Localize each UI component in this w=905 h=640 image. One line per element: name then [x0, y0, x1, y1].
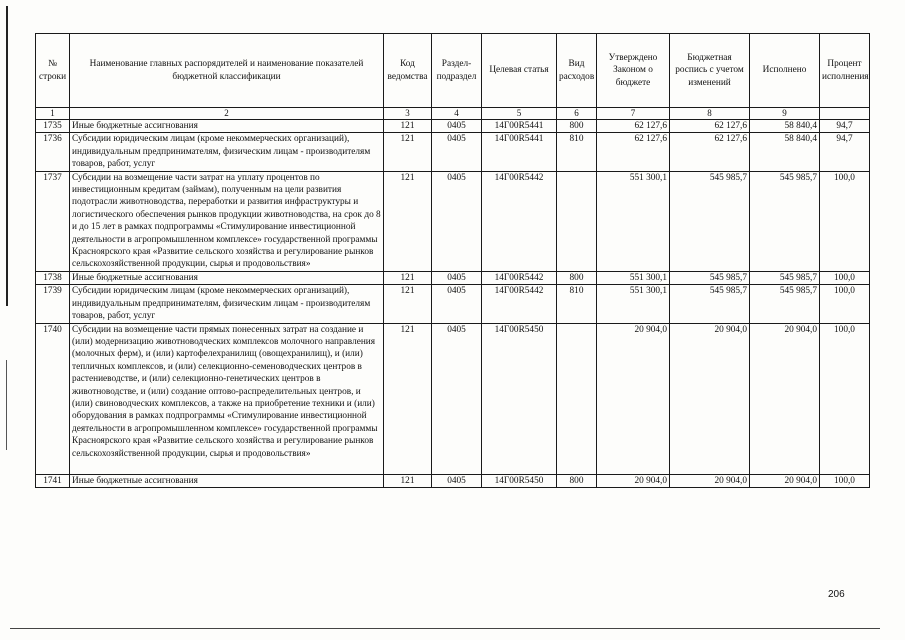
- row-target: 14Г00R5441: [482, 133, 557, 171]
- row-name: Субсидии юридическим лицам (кроме некоммерческих организаций), индивидуальным предпринимателям, физическим лицам - производителям товаров, работ, услуг: [70, 285, 384, 323]
- column-number: 7: [597, 108, 670, 120]
- row-target: 14Г00R5441: [482, 120, 557, 133]
- header-name: Наименование главных распорядителей и наименование показателей бюджетной классификации: [70, 34, 384, 108]
- header-percent: Процент исполнения: [820, 34, 870, 108]
- row-percent: 100,0: [820, 323, 870, 474]
- row-approved: 551 300,1: [597, 285, 670, 323]
- row-expense-type: 810: [557, 133, 597, 171]
- header-expense-type: Вид расходов: [557, 34, 597, 108]
- row-expense-type: 810: [557, 285, 597, 323]
- row-budget: 62 127,6: [670, 120, 750, 133]
- row-section: 0405: [432, 474, 482, 487]
- column-number: 1: [36, 108, 70, 120]
- column-number: 2: [70, 108, 384, 120]
- row-expense-type: 800: [557, 474, 597, 487]
- row-dept-code: 121: [384, 323, 432, 474]
- row-executed: 545 985,7: [750, 271, 820, 284]
- column-number: 6: [557, 108, 597, 120]
- row-expense-type: [557, 323, 597, 474]
- header-dept-code: Код ведомства: [384, 34, 432, 108]
- column-number: 4: [432, 108, 482, 120]
- scan-edge-bottom: [10, 628, 880, 629]
- row-percent: 100,0: [820, 285, 870, 323]
- table-header-row: [36, 34, 870, 108]
- table-row: [36, 285, 870, 323]
- row-budget: 545 985,7: [670, 171, 750, 271]
- row-name: Субсидии юридическим лицам (кроме некоммерческих организаций), индивидуальным предпринимателям, физическим лицам - производителям товаров, работ, услуг: [70, 133, 384, 171]
- header-row-no: № строки: [36, 34, 70, 108]
- table-row: [36, 323, 870, 474]
- scan-edge-left-lower: [6, 360, 7, 450]
- row-dept-code: 121: [384, 171, 432, 271]
- row-approved: 20 904,0: [597, 474, 670, 487]
- header-target: Целевая статья: [482, 34, 557, 108]
- row-number: 1740: [36, 323, 70, 474]
- row-number: 1736: [36, 133, 70, 171]
- row-dept-code: 121: [384, 474, 432, 487]
- row-approved: 551 300,1: [597, 171, 670, 271]
- row-dept-code: 121: [384, 120, 432, 133]
- page-number: 206: [828, 589, 845, 600]
- row-name: Иные бюджетные ассигнования: [70, 474, 384, 487]
- row-number: 1735: [36, 120, 70, 133]
- row-number: 1739: [36, 285, 70, 323]
- row-section: 0405: [432, 271, 482, 284]
- row-expense-type: 800: [557, 271, 597, 284]
- column-number: 5: [482, 108, 557, 120]
- row-budget: 20 904,0: [670, 323, 750, 474]
- row-percent: 94,7: [820, 120, 870, 133]
- row-number: 1737: [36, 171, 70, 271]
- row-executed: 545 985,7: [750, 285, 820, 323]
- row-expense-type: 800: [557, 120, 597, 133]
- row-dept-code: 121: [384, 271, 432, 284]
- row-section: 0405: [432, 171, 482, 271]
- row-approved: 551 300,1: [597, 271, 670, 284]
- row-target: 14Г00R5450: [482, 323, 557, 474]
- row-target: 14Г00R5450: [482, 474, 557, 487]
- row-percent: 100,0: [820, 271, 870, 284]
- row-executed: 20 904,0: [750, 474, 820, 487]
- row-percent: 100,0: [820, 474, 870, 487]
- row-target: 14Г00R5442: [482, 285, 557, 323]
- row-name: Субсидии на возмещение части затрат на уплату процентов по инвестиционным кредитам (займам), полученным на цели развития подотрасли животноводства, переработки и развития инфраструктуры и логистического обеспечения рынков продукции животноводства, на срок до 8 и до 15 лет в рамках подпрограммы «Стимулирование инвестиционной деятельности в агропромышленном комплексе» государственной программы Красноярского края «Развитие сельского хозяйства и регулирование рынков сельскохозяйственной продукции, сырья и продовольствия»: [70, 171, 384, 271]
- row-name: Субсидии на возмещение части прямых понесенных затрат на создание и (или) модернизацию животноводческих комплексов молочного направления (молочных ферм), и (или) картофелехранилищ (овощехранилищ), и (или) тепличных комплексов, и (или) селекционно-семеноводческих центров в растениеводстве, и (или) селекционно-генетических центров в животноводстве, и (или) создание оптово-распределительных центров, и (или) свиноводческих комплексов, а также на приобретение техники и (или) оборудования в рамках подпрограммы «Стимулирование инвестиционной деятельности в агропромышленном комплексе» государственной программы Красноярского края «Развитие сельского хозяйства и регулирование рынков сельскохозяйственной продукции, сырья и продовольствия»: [70, 323, 384, 474]
- column-number-row: [36, 108, 870, 120]
- row-executed: 58 840,4: [750, 133, 820, 171]
- column-number: 8: [670, 108, 750, 120]
- row-target: 14Г00R5442: [482, 171, 557, 271]
- row-dept-code: 121: [384, 133, 432, 171]
- row-percent: 100,0: [820, 171, 870, 271]
- table-row: [36, 133, 870, 171]
- column-number: 3: [384, 108, 432, 120]
- header-budget-list: Бюджетная роспись с учетом изменений: [670, 34, 750, 108]
- table-row: [36, 171, 870, 271]
- column-number: 9: [750, 108, 820, 120]
- row-name: Иные бюджетные ассигнования: [70, 271, 384, 284]
- scan-edge-left: [6, 6, 8, 306]
- row-dept-code: 121: [384, 285, 432, 323]
- row-section: 0405: [432, 285, 482, 323]
- row-section: 0405: [432, 120, 482, 133]
- row-budget: 62 127,6: [670, 133, 750, 171]
- table-row: [36, 474, 870, 487]
- row-section: 0405: [432, 133, 482, 171]
- table-row: [36, 271, 870, 284]
- header-section: Раздел-подраздел: [432, 34, 482, 108]
- row-percent: 94,7: [820, 133, 870, 171]
- row-executed: 20 904,0: [750, 323, 820, 474]
- row-number: 1741: [36, 474, 70, 487]
- row-executed: 58 840,4: [750, 120, 820, 133]
- row-budget: 20 904,0: [670, 474, 750, 487]
- row-number: 1738: [36, 271, 70, 284]
- row-target: 14Г00R5442: [482, 271, 557, 284]
- row-approved: 20 904,0: [597, 323, 670, 474]
- header-approved: Утверждено Законом о бюджете: [597, 34, 670, 108]
- budget-execution-table: [35, 33, 870, 488]
- table-row: [36, 120, 870, 133]
- row-budget: 545 985,7: [670, 285, 750, 323]
- row-section: 0405: [432, 323, 482, 474]
- row-name: Иные бюджетные ассигнования: [70, 120, 384, 133]
- row-budget: 545 985,7: [670, 271, 750, 284]
- row-executed: 545 985,7: [750, 171, 820, 271]
- row-expense-type: [557, 171, 597, 271]
- row-approved: 62 127,6: [597, 133, 670, 171]
- column-number: [820, 108, 870, 120]
- row-approved: 62 127,6: [597, 120, 670, 133]
- header-executed: Исполнено: [750, 34, 820, 108]
